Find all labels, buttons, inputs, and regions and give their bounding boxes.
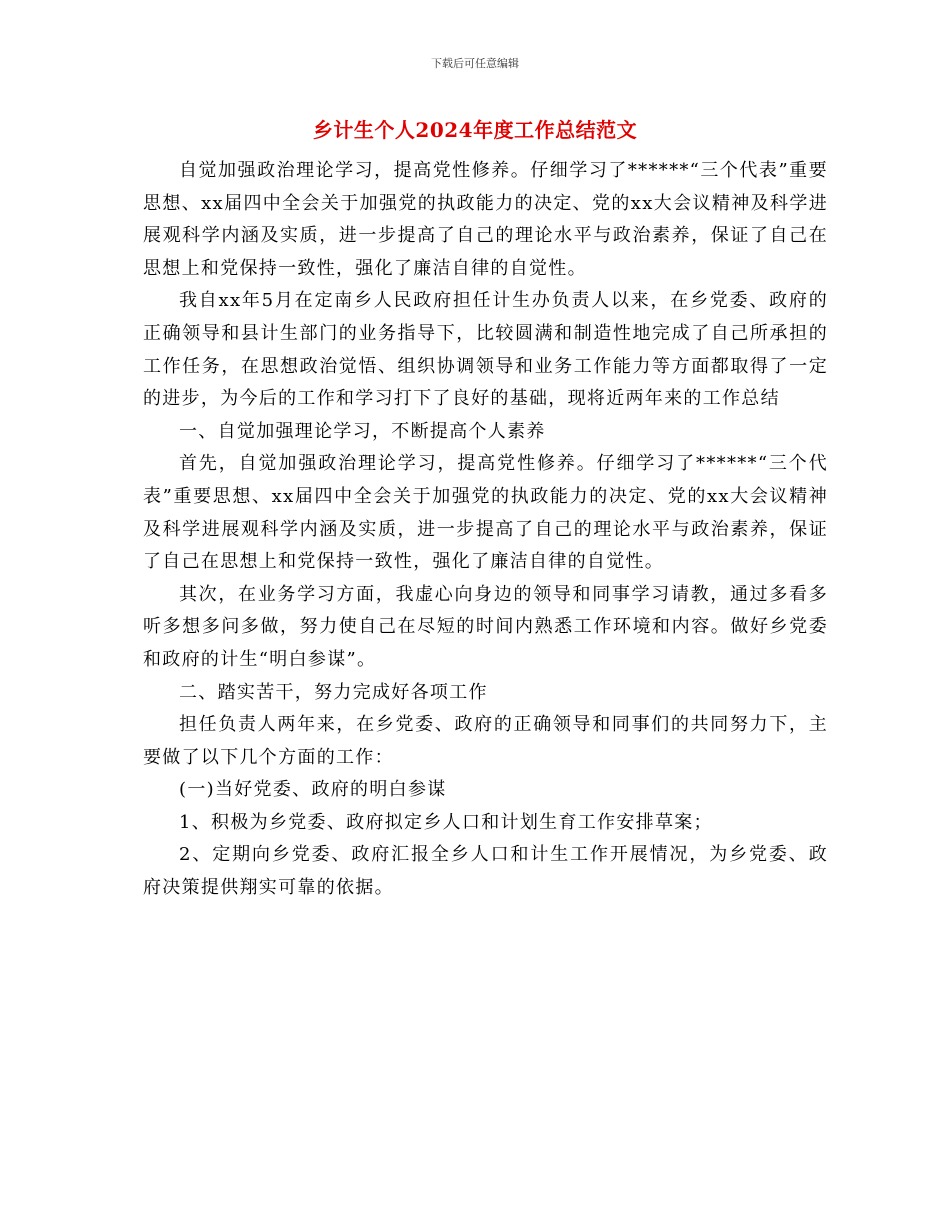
list-item: 2、定期向乡党委、政府汇报全乡人口和计生工作开展情况，为乡党委、政府决策提供翔实可靠的依据。 [143, 844, 828, 899]
paragraph: 首先，自觉加强政治理论学习，提高党性修养。仔细学习了******“三个代表”重要思想、xx届四中全会关于加强党的执政能力的决定、党的xx大会议精神及科学进展观科学内涵及实质，进一步提高了自己的理论水平与政治素养，保证了自己在思想上和党保持一致性，强化了廉洁自律的自觉性。 [143, 453, 828, 573]
section-heading: 一、自觉加强理论学习，不断提高个人素养 [179, 420, 546, 442]
subsection-heading: (一)当好党委、政府的明白参谋 [179, 779, 447, 801]
download-note: 下载后可任意编辑 [431, 57, 519, 70]
paragraph: 担任负责人两年来，在乡党委、政府的正确领导和同事们的共同努力下，主要做了以下几个方面的工作： [143, 714, 828, 768]
paragraph: 我自xx年5月在定南乡人民政府担任计生办负责人以来，在乡党委、政府的正确领导和县计生部门的业务指导下，比较圆满和制造性地完成了自己所承担的工作任务，在思想政治觉悟、组织协调领导和业务工作能力等方面都取得了一定的进步，为今后的工作和学习打下了良好的基础，现将近两年来的工作总结 [143, 290, 828, 410]
document-title: 乡计生个人2024年度工作总结范文 [312, 118, 638, 142]
paragraph: 其次，在业务学习方面，我虚心向身边的领导和同事学习请教，通过多看多听多想多问多做，努力使自己在尽短的时间内熟悉工作环境和内容。做好乡党委和政府的计生“明白参谋”。 [143, 583, 828, 670]
section-heading: 二、踏实苦干，努力完成好各项工作 [179, 681, 488, 703]
list-item: 1、积极为乡党委、政府拟定乡人口和计划生育工作安排草案； [179, 811, 713, 833]
document-body [143, 155, 828, 905]
paragraph: 自觉加强政治理论学习，提高党性修养。仔细学习了******“三个代表”重要思想、xx届四中全会关于加强党的执政能力的决定、党的xx大会议精神及科学进展观科学内涵及实质，进一步提高了自己的理论水平与政治素养，保证了自己在思想上和党保持一致性，强化了廉洁自律的自觉性。 [143, 160, 828, 279]
